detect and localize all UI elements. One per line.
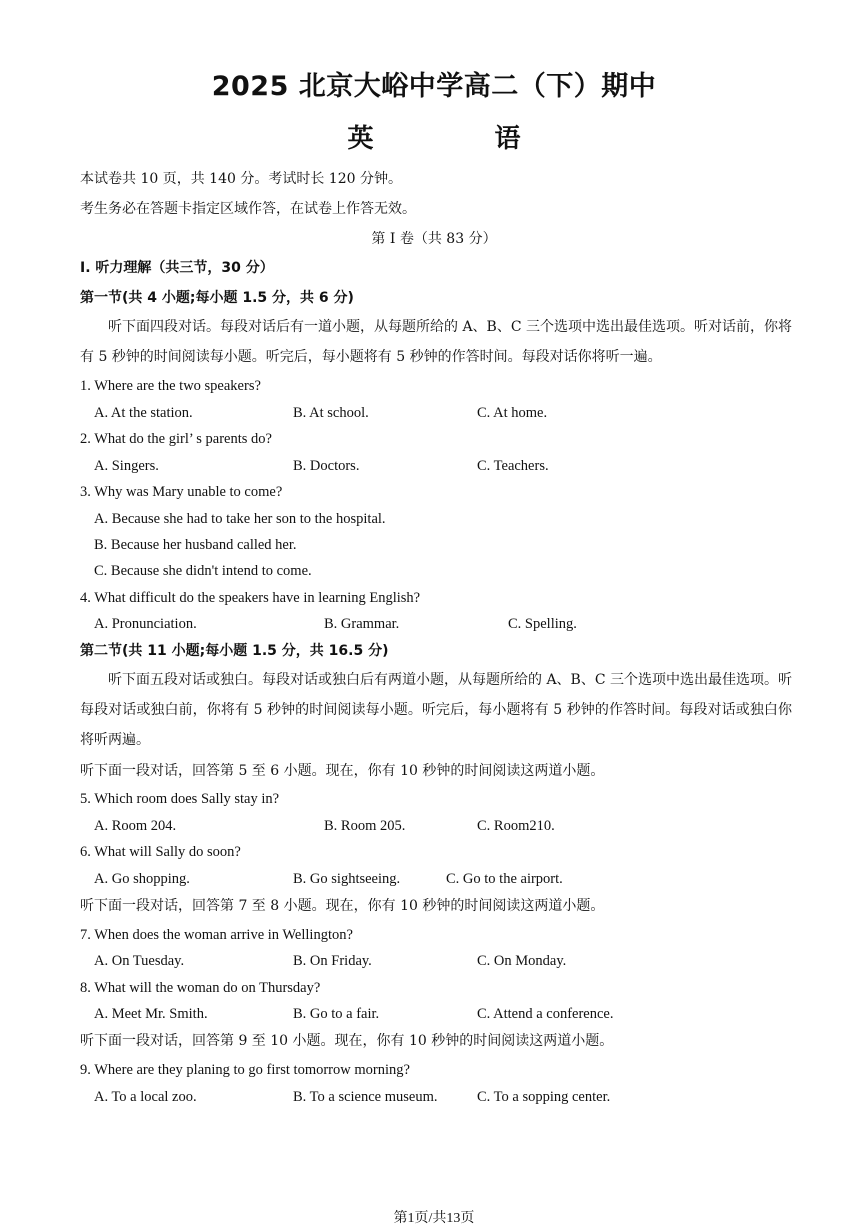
- q9-option-c: C. To a sopping center.: [477, 1089, 611, 1105]
- q2-option-c: C. Teachers.: [477, 458, 549, 474]
- q6-option-b: B. Go sightseeing.: [293, 871, 401, 887]
- section2-heading: 第二节(共 11 小题;每小题 1.5 分，共 16.5 分): [80, 643, 389, 659]
- page-number: 第1页/共13页: [393, 1211, 475, 1226]
- question-4: 4. What difficult do the speakers have in learning English?: [80, 590, 421, 606]
- q6-option-c: C. Go to the airport.: [446, 871, 563, 887]
- section2-instructions: 听下面五段对话或独白。每段对话或独白后有两道小题，从每题所给的 A、B、C 三个选项中选出最佳选项。听每段对话或独白前，你将有 5 秒钟的时间阅读每小题。听完后，每小题将有 5 秒钟的作答时间。每段对话或独白你将听两遍。: [80, 672, 793, 748]
- question-3: 3. Why was Mary unable to come?: [80, 484, 283, 500]
- q1-option-a: A. At the station.: [94, 405, 193, 421]
- question-5: 5. Which room does Sally stay in?: [80, 791, 280, 807]
- q1-option-c: C. At home.: [477, 405, 548, 421]
- q8-option-b: B. Go to a fair.: [293, 1006, 380, 1022]
- dialog-7-8-instruction: 听下面一段对话，回答第 7 至 8 小题。现在，你有 10 秒钟的时间阅读这两道小题。: [80, 898, 605, 914]
- dialog-9-10-instruction: 听下面一段对话，回答第 9 至 10 小题。现在，你有 10 秒钟的时间阅读这两道小题。: [80, 1033, 614, 1049]
- section1-instructions: 听下面四段对话。每段对话后有一道小题，从每题所给的 A、B、C 三个选项中选出最佳选项。听对话前，你将有 5 秒钟的时间阅读每小题。听完后，每小题将有 5 秒钟的作答时间。每段对话你将听一遍。: [80, 319, 793, 365]
- q3-option-c: C. Because she didn't intend to come.: [94, 563, 312, 579]
- q5-option-c: C. Room210.: [477, 818, 555, 834]
- q5-option-a: A. Room 204.: [94, 818, 177, 834]
- question-9: 9. Where are they planing to go first tomorrow morning?: [80, 1062, 410, 1078]
- q7-option-c: C. On Monday.: [477, 953, 567, 969]
- q7-option-a: A. On Tuesday.: [94, 953, 185, 969]
- q4-option-b: B. Grammar.: [324, 616, 400, 632]
- q8-option-c: C. Attend a conference.: [477, 1006, 614, 1022]
- q1-option-b: B. At school.: [293, 405, 369, 421]
- q8-option-a: A. Meet Mr. Smith.: [94, 1006, 208, 1022]
- intro-line-1: 本试卷共 10 页，共 140 分。考试时长 120 分钟。: [80, 171, 402, 187]
- q2-option-a: A. Singers.: [94, 458, 159, 474]
- q4-option-c: C. Spelling.: [508, 616, 577, 632]
- question-1: 1. Where are the two speakers?: [80, 378, 261, 394]
- question-6: 6. What will Sally do soon?: [80, 844, 241, 860]
- intro-line-2: 考生务必在答题卡指定区域作答，在试卷上作答无效。: [80, 201, 416, 217]
- q3-option-b: B. Because her husband called her.: [94, 537, 297, 553]
- q3-option-a: A. Because she had to take her son to the hospital.: [94, 511, 386, 527]
- q5-option-b: B. Room 205.: [324, 818, 406, 834]
- question-8: 8. What will the woman do on Thursday?: [80, 980, 321, 996]
- q4-option-a: A. Pronunciation.: [94, 616, 197, 632]
- part1-heading: 第 I 卷（共 83 分）: [371, 231, 497, 247]
- q9-option-b: B. To a science museum.: [293, 1089, 438, 1105]
- exam-title: 2025 北京大峪中学高二（下）期中: [211, 71, 657, 102]
- question-2: 2. What do the girl’ s parents do?: [80, 431, 272, 447]
- q9-option-a: A. To a local zoo.: [94, 1089, 197, 1105]
- section-listening-heading: I. 听力理解（共三节，30 分）: [80, 260, 274, 276]
- dialog-5-6-instruction: 听下面一段对话，回答第 5 至 6 小题。现在，你有 10 秒钟的时间阅读这两道小题。: [80, 763, 605, 779]
- q6-option-a: A. Go shopping.: [94, 871, 190, 887]
- q2-option-b: B. Doctors.: [293, 458, 360, 474]
- q7-option-b: B. On Friday.: [293, 953, 372, 969]
- subject-title: 英 语: [347, 124, 577, 154]
- section1-heading: 第一节(共 4 小题;每小题 1.5 分，共 6 分): [80, 290, 354, 306]
- question-7: 7. When does the woman arrive in Wellington?: [80, 927, 353, 943]
